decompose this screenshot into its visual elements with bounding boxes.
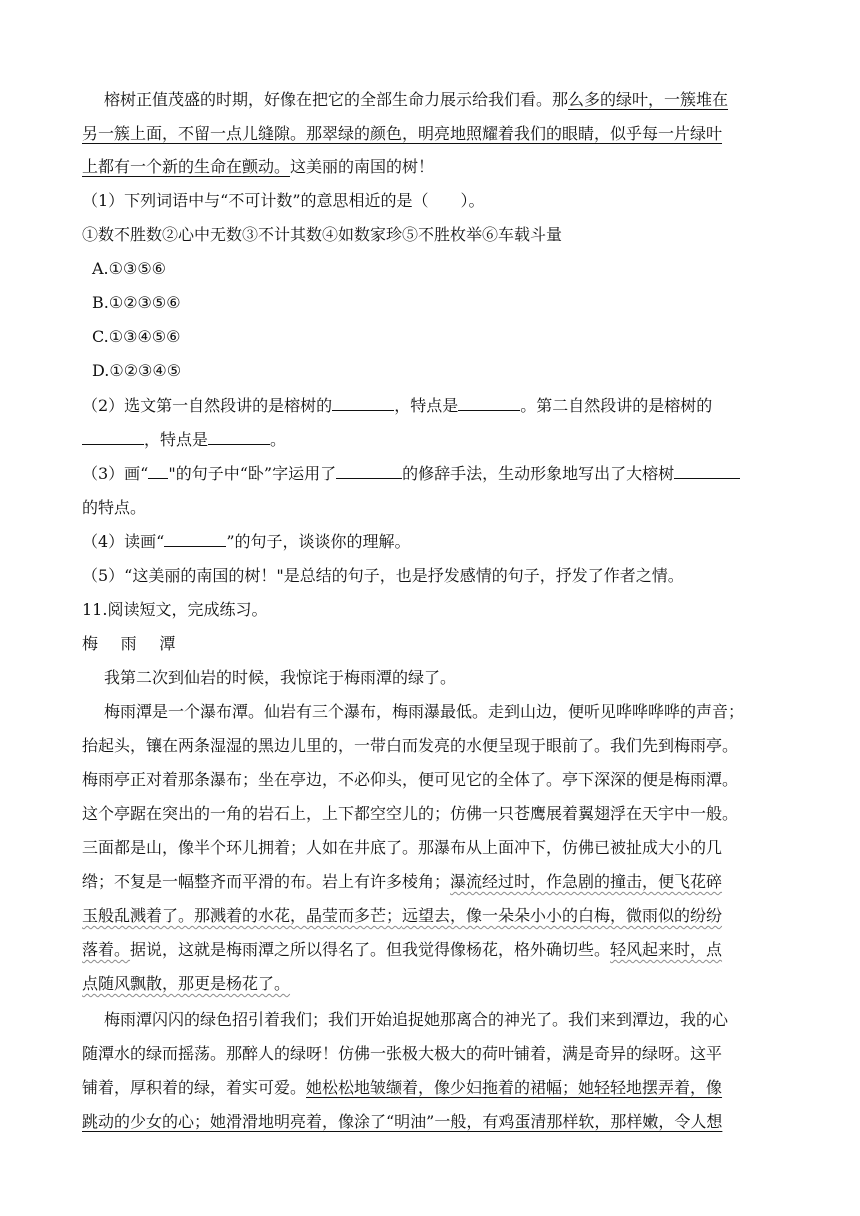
passage2-p3-line1: 梅雨潭闪闪的绿色招引着我们；我们开始追捉她那离合的神光了。我们来到潭边，我的心 [104, 1010, 729, 1029]
question-1-stem: （1）下列词语中与“不可计数”的意思相近的是（ ）。 [82, 191, 485, 210]
question-3-line2: 的特点。 [82, 498, 147, 517]
passage2-p3-line2: 随潭水的绿而摇荡。那醉人的绿呀！仿佛一张极大极大的荷叶铺着，满是奇异的绿呀。这平 [82, 1044, 723, 1063]
underlined-sentence: 她松松地皱缬着，像少妇拖着的裙幅；她轻轻地摆弄着，像 [306, 1078, 723, 1097]
wavy-underlined-sentence: 轻风起来时，点 [610, 940, 723, 959]
passage1-line2 [82, 124, 722, 144]
question-2-line1: （2）选文第一自然段讲的是榕树的 ，特点是 。第二自然段讲的是榕树的 [82, 396, 713, 415]
wavy-underlined-sentence: 瀑流经过时，作急剧的撞击，便飞花碎 [450, 872, 723, 891]
underlined-sentence: 另一簇上面，不留一点儿缝隙。那翠绿的颜色，明亮地照耀着我们的眼睛，似乎每一片绿叶 [82, 124, 723, 143]
answer-blank[interactable] [82, 430, 144, 445]
question-11-heading: 11.阅读短文，完成练习。 [82, 600, 268, 619]
answer-blank[interactable] [458, 396, 520, 411]
answer-blank[interactable] [674, 464, 740, 479]
question-4: （4）读画“ ”的句子，谈谈你的理解。 [82, 532, 411, 551]
passage-title: 梅 雨 潭 [82, 634, 185, 653]
passage2-p2-line5: 三面都是山，像半个环儿拥着；人如在井底了。那瀑布从上面冲下，仿佛已被扯成大小的几 [82, 838, 723, 857]
option-c[interactable]: C.①③④⑤⑥ [92, 327, 181, 346]
question-2-line2: ，特点是 。 [82, 430, 286, 450]
question-5: （5）“这美丽的南国的树！"是总结的句子，也是抒发感情的句子，抒发了作者之情。 [82, 566, 684, 585]
passage2-p2-line1: 梅雨潭是一个瀑布潭。仙岩有三个瀑布，梅雨瀑最低。走到山边，便听见哗哗哗哗的声音； [104, 702, 745, 721]
passage2-p2-line2: 抬起头，镶在两条湿湿的黑边儿里的，一带白而发亮的水便呈现于眼前了。我们先到梅雨亭。 [82, 736, 739, 755]
passage2-p3-line3: 铺着，厚积着的绿，着实可爱。她松松地皱缬着，像少妇拖着的裙幅；她轻轻地摆弄着，像 [82, 1078, 723, 1097]
wavy-underlined-sentence: 落着。 [82, 940, 131, 959]
passage2-p1: 我第二次到仙岩的时候，我惊诧于梅雨潭的绿了。 [104, 668, 457, 687]
wavy-underlined-sentence: 点随风飘散，那更是杨花了。 [82, 974, 291, 993]
question-3-line1: （3）画“ "的句子中“卧”字运用了 的修辞手法，生动形象地写出了大榕树 [82, 464, 740, 484]
passage2-p2-line4: 这个亭踞在突出的一角的岩石上，上下都空空儿的；仿佛一只苍鹰展着翼翅浮在天宇中一般。 [82, 804, 739, 823]
answer-blank[interactable] [164, 532, 226, 547]
answer-blank[interactable] [332, 396, 394, 411]
answer-blank[interactable] [208, 430, 270, 445]
wavy-underlined-sentence: 玉般乱溅着了。那溅着的水花，晶莹而多芒； [82, 906, 403, 925]
passage2-p2-line7 [82, 906, 722, 926]
option-d[interactable]: D.①②③④⑤ [92, 361, 182, 380]
passage2-p2-line8: 落着。据说，这就是梅雨潭之所以得名了。但我觉得像杨花，格外确切些。轻风起来时，点 [82, 940, 723, 959]
wavy-underlined-sentence: 远望去，像一朵朵小小的白梅，微雨似的纷纷 [402, 906, 723, 925]
answer-blank[interactable] [336, 464, 402, 479]
passage1-line3: 上都有一个新的生命在颤动。这美丽的南国的树！ [82, 157, 435, 176]
answer-blank[interactable] [148, 464, 168, 479]
underlined-sentence: 么多的绿叶，一簇堆在 [568, 90, 729, 109]
option-b[interactable]: B.①②③⑤⑥ [92, 293, 181, 312]
passage1-line1: 榕树正值茂盛的时期，好像在把它的全部生命力展示给我们看。那么多的绿叶，一簇堆在 [104, 90, 729, 109]
underlined-sentence: 跳动的少女的心；她滑滑地明亮着，像涂了“明油”一般，有鸡蛋清那样软，那样嫩，令人想 [82, 1112, 723, 1131]
passage2-p2-line3: 梅雨亭正对着那条瀑布；坐在亭边，不必仰头，便可见它的全体了。亭下深深的便是梅雨潭。 [82, 770, 739, 789]
underlined-sentence: 上都有一个新的生命在颤动。 [82, 157, 291, 176]
question-1-words: ①数不胜数②心中无数③不计其数④如数家珍⑤不胜枚举⑥车载斗量 [82, 225, 563, 244]
passage2-p2-line6: 绺；不复是一幅整齐而平滑的布。岩上有许多棱角；瀑流经过时，作急剧的撞击，便飞花碎 [82, 872, 723, 891]
passage2-p3-line4 [82, 1112, 722, 1132]
option-a[interactable]: A.①③⑤⑥ [92, 259, 167, 278]
passage2-p2-line9 [82, 974, 290, 994]
